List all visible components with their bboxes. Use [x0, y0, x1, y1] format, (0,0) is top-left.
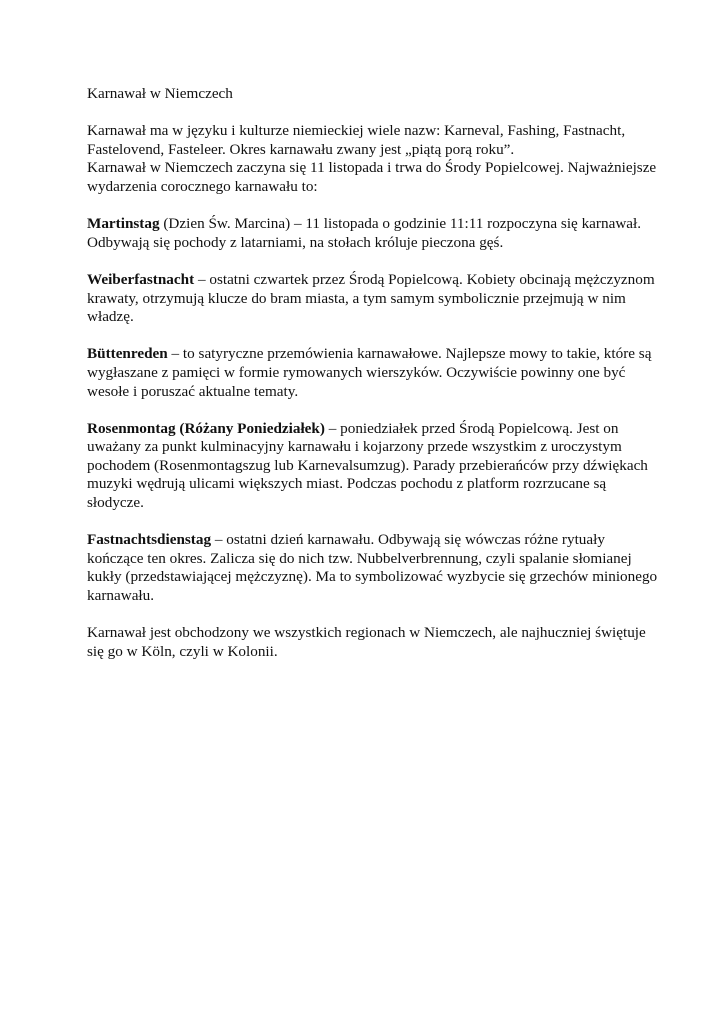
entry-line [87, 531, 647, 550]
intro-line: wydarzenia corocznego karnawału to: [87, 177, 318, 195]
entry-line: słodycze. [87, 494, 144, 512]
paragraph-gap [87, 606, 647, 625]
entry-weiberfastnacht [87, 270, 655, 327]
entry-line: muzyki wędrują ulicami większych miast. Podczas pochodu z platform rozrzucane są [87, 475, 607, 493]
entry-line: krawaty, otrzymują klucze do bram miasta, a tym samym symbolicznie przejmują w nim [87, 289, 626, 307]
paragraph-gap [87, 252, 647, 271]
entry-term: Martinstag [87, 215, 160, 233]
entry-line [87, 215, 647, 234]
entry-text: (Dzien Św. Marcina) – 11 listopada o godzinie 11:11 rozpoczyna się karnawał. [159, 215, 642, 233]
entry-term: Büttenreden [87, 345, 168, 363]
closing-paragraph [87, 624, 647, 661]
entry-term: Weiberfastnacht [87, 270, 195, 288]
entry-martinstag [87, 215, 647, 252]
entry-line: kukły (przedstawiającej mężczyznę). Ma to symbolizować wyzbycie się grzechów minionego [87, 568, 658, 586]
entry-line: wygłaszane z pamięci w formie rymowanych wierszyków. Oczywiście powinny one być [87, 363, 626, 381]
entry-line: władzę. [87, 308, 134, 326]
intro-paragraph [87, 122, 657, 196]
entry-fastnachtsdienstag [87, 531, 658, 605]
paragraph-gap [87, 104, 647, 123]
entry-term: Fastnachtsdienstag [87, 531, 212, 549]
entry-text: – poniedziałek przed Środą Popielcową. Jest on [324, 419, 619, 437]
paragraph-gap [87, 401, 647, 420]
entry-line: kończące ten okres. Zalicza się do nich tzw. Nubbelverbrennung, czyli spalanie słomianej [87, 549, 632, 567]
entry-line: Odbywają się pochody z latarniami, na stołach króluje pieczona gęś. [87, 233, 504, 251]
entry-buttenreden [87, 345, 652, 401]
closing-line: się go w Köln, czyli w Kolonii. [87, 642, 278, 660]
entry-line [87, 270, 655, 290]
intro-line: Karnawał w Niemczech zaczyna się 11 listopada i trwa do Środy Popielcowej. Najważniejsze [87, 159, 657, 177]
paragraph-gap [87, 197, 647, 216]
entry-line [87, 345, 652, 364]
entry-term: Rosenmontag (Różany Poniedziałek) [87, 419, 325, 437]
document-title [87, 85, 647, 104]
intro-line: Karnawał ma w języku i kulturze niemieckiej wiele nazw: Karneval, Fashing, Fastnacht, [87, 122, 626, 140]
entry-text: – ostatni dzień karnawału. Odbywają się wówczas różne rytuały [211, 531, 605, 549]
intro-line: Fastelovend, Fasteleer. Okres karnawału zwany jest „piątą porą roku”. [87, 140, 515, 158]
entry-line: karnawału. [87, 587, 155, 605]
paragraph-gap [87, 513, 647, 532]
entry-rosenmontag [87, 420, 647, 513]
entry-line: wesołe i poruszać aktualne tematy. [87, 382, 299, 400]
paragraph-gap [87, 327, 647, 346]
document-body [87, 85, 658, 661]
entry-line: pochodem (Rosenmontagszug lub Karnevalsumzug). Parady przebierańców przy dźwiękach [87, 456, 648, 474]
entry-line [87, 420, 647, 439]
entry-text: – to satyryczne przemówienia karnawałowe. Najlepsze mowy to takie, które są [167, 345, 652, 363]
entry-text: – ostatni czwartek przez Środą Popielcową. Kobiety obcinają mężczyznom [194, 270, 655, 288]
title-line: Karnawał w Niemczech [87, 85, 233, 102]
closing-line: Karnawał jest obchodzony we wszystkich regionach w Niemczech, ale najhuczniej świętuje [87, 624, 646, 642]
entry-line: uważany za punkt kulminacyjny karnawału i kojarzony przede wszystkim z uroczystym [87, 438, 622, 456]
